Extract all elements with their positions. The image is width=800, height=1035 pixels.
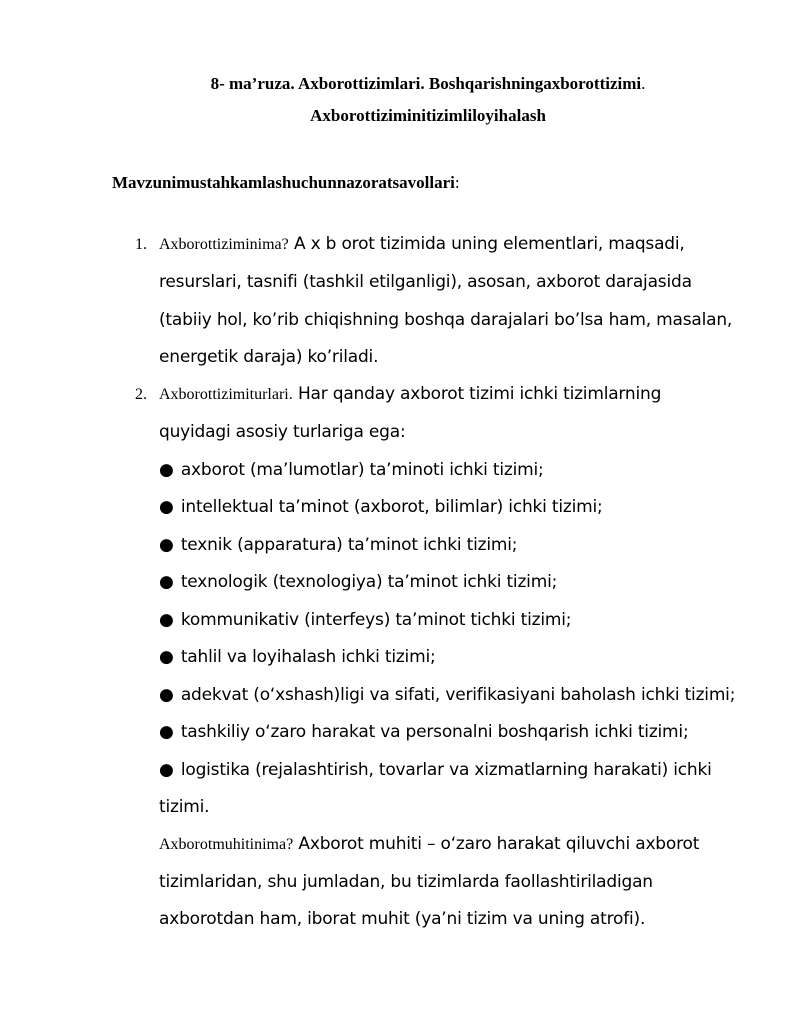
section-heading	[112, 172, 460, 194]
bullet-text: kommunikativ (interfeys) ta’minot tichki tizimi;	[175, 610, 572, 630]
bullet-icon: ●	[159, 610, 174, 630]
section-heading-text: Mavzunimustahkamlashuchunnazoratsavollari	[112, 173, 455, 192]
bullet-item	[159, 459, 544, 481]
bullet-tail: tizimi.	[159, 797, 210, 817]
item-3-line-2: tizimlaridan, shu jumladan, bu tizimlarda faollashtiriladigan	[159, 872, 653, 892]
bullet-text: texnologik (texnologiya) ta’minot ichki tizimi;	[175, 572, 558, 592]
bullet-item	[159, 534, 517, 556]
item-3-question: Axborotmuhitinima?	[159, 836, 294, 853]
title-line-2: Axborottiziminitizimliloyihalash	[310, 106, 546, 125]
bullet-item	[159, 571, 557, 593]
bullet-text: texnik (apparatura) ta’minot ichki tizimi;	[175, 535, 518, 555]
bullet-item	[159, 646, 436, 668]
bullet-icon: ●	[159, 497, 174, 517]
item-1-answer-start: A x b orot tizimida uning elementlari, maqsadi,	[288, 234, 685, 254]
item-1-line-4: energetik daraja) ko’riladi.	[159, 347, 379, 367]
bullet-icon: ●	[159, 535, 174, 555]
section-heading-colon: :	[454, 173, 460, 192]
item-2-question: Axborottizimiturlari.	[159, 386, 293, 403]
item-2-line-1	[159, 383, 661, 406]
item-1-line-1	[159, 233, 685, 256]
bullet-icon: ●	[159, 647, 174, 667]
bullet-text: adekvat (o‘xshash)ligi va sifati, verifikasiyani baholash ichki tizimi;	[175, 685, 736, 705]
item-3-line-3: axborotdan ham, iborat muhit (ya’ni tizim va uning atrofi).	[159, 909, 646, 929]
bullet-icon: ●	[159, 572, 174, 592]
bullet-text: logistika (rejalashtirish, tovarlar va xizmatlarning harakati) ichki	[175, 760, 712, 780]
bullet-icon: ●	[159, 685, 174, 705]
item-1-line-3: (tabiiy hol, ko’rib chiqishning boshqa darajalari bo’lsa ham, masalan,	[159, 310, 733, 330]
bullet-item	[159, 609, 571, 631]
bullet-text: tahlil va loyihalash ichki tizimi;	[175, 647, 436, 667]
title-line-1	[0, 73, 800, 95]
bullet-text: intellektual ta’minot (axborot, bilimlar) ichki tizimi;	[175, 497, 603, 517]
bullet-icon: ●	[159, 760, 174, 780]
item-3-answer-start: Axborot muhiti – o‘zaro harakat qiluvchi axborot	[293, 834, 700, 854]
item-1-question: Axborottiziminima?	[159, 236, 289, 253]
bullet-item	[159, 721, 688, 743]
item-2-number: 2.	[135, 386, 147, 403]
bullet-icon: ●	[159, 722, 174, 742]
bullet-text: axborot (ma’lumotlar) ta’minoti ichki tizimi;	[175, 460, 544, 480]
bullet-item	[159, 759, 712, 781]
bullet-item	[159, 684, 735, 706]
item-2-answer-start: Har qanday axborot tizimi ichki tizimlarning	[292, 384, 662, 404]
title-line-1-period: .	[641, 74, 646, 93]
item-1-line-2: resurslari, tasnifi (tashkil etilganligi), asosan, axborot darajasida	[159, 272, 692, 292]
item-1-number: 1.	[135, 236, 147, 253]
bullet-text: tashkiliy o‘zaro harakat va personalni boshqarish ichki tizimi;	[175, 722, 689, 742]
item-3-line-1	[159, 833, 699, 856]
bullet-item	[159, 496, 603, 518]
item-2-line-2: quyidagi asosiy turlariga ega:	[159, 422, 406, 442]
title-line-1-text: 8- ma’ruza. Axborottizimlari. Boshqarishningaxborottizimi	[210, 74, 642, 93]
bullet-icon: ●	[159, 460, 174, 480]
